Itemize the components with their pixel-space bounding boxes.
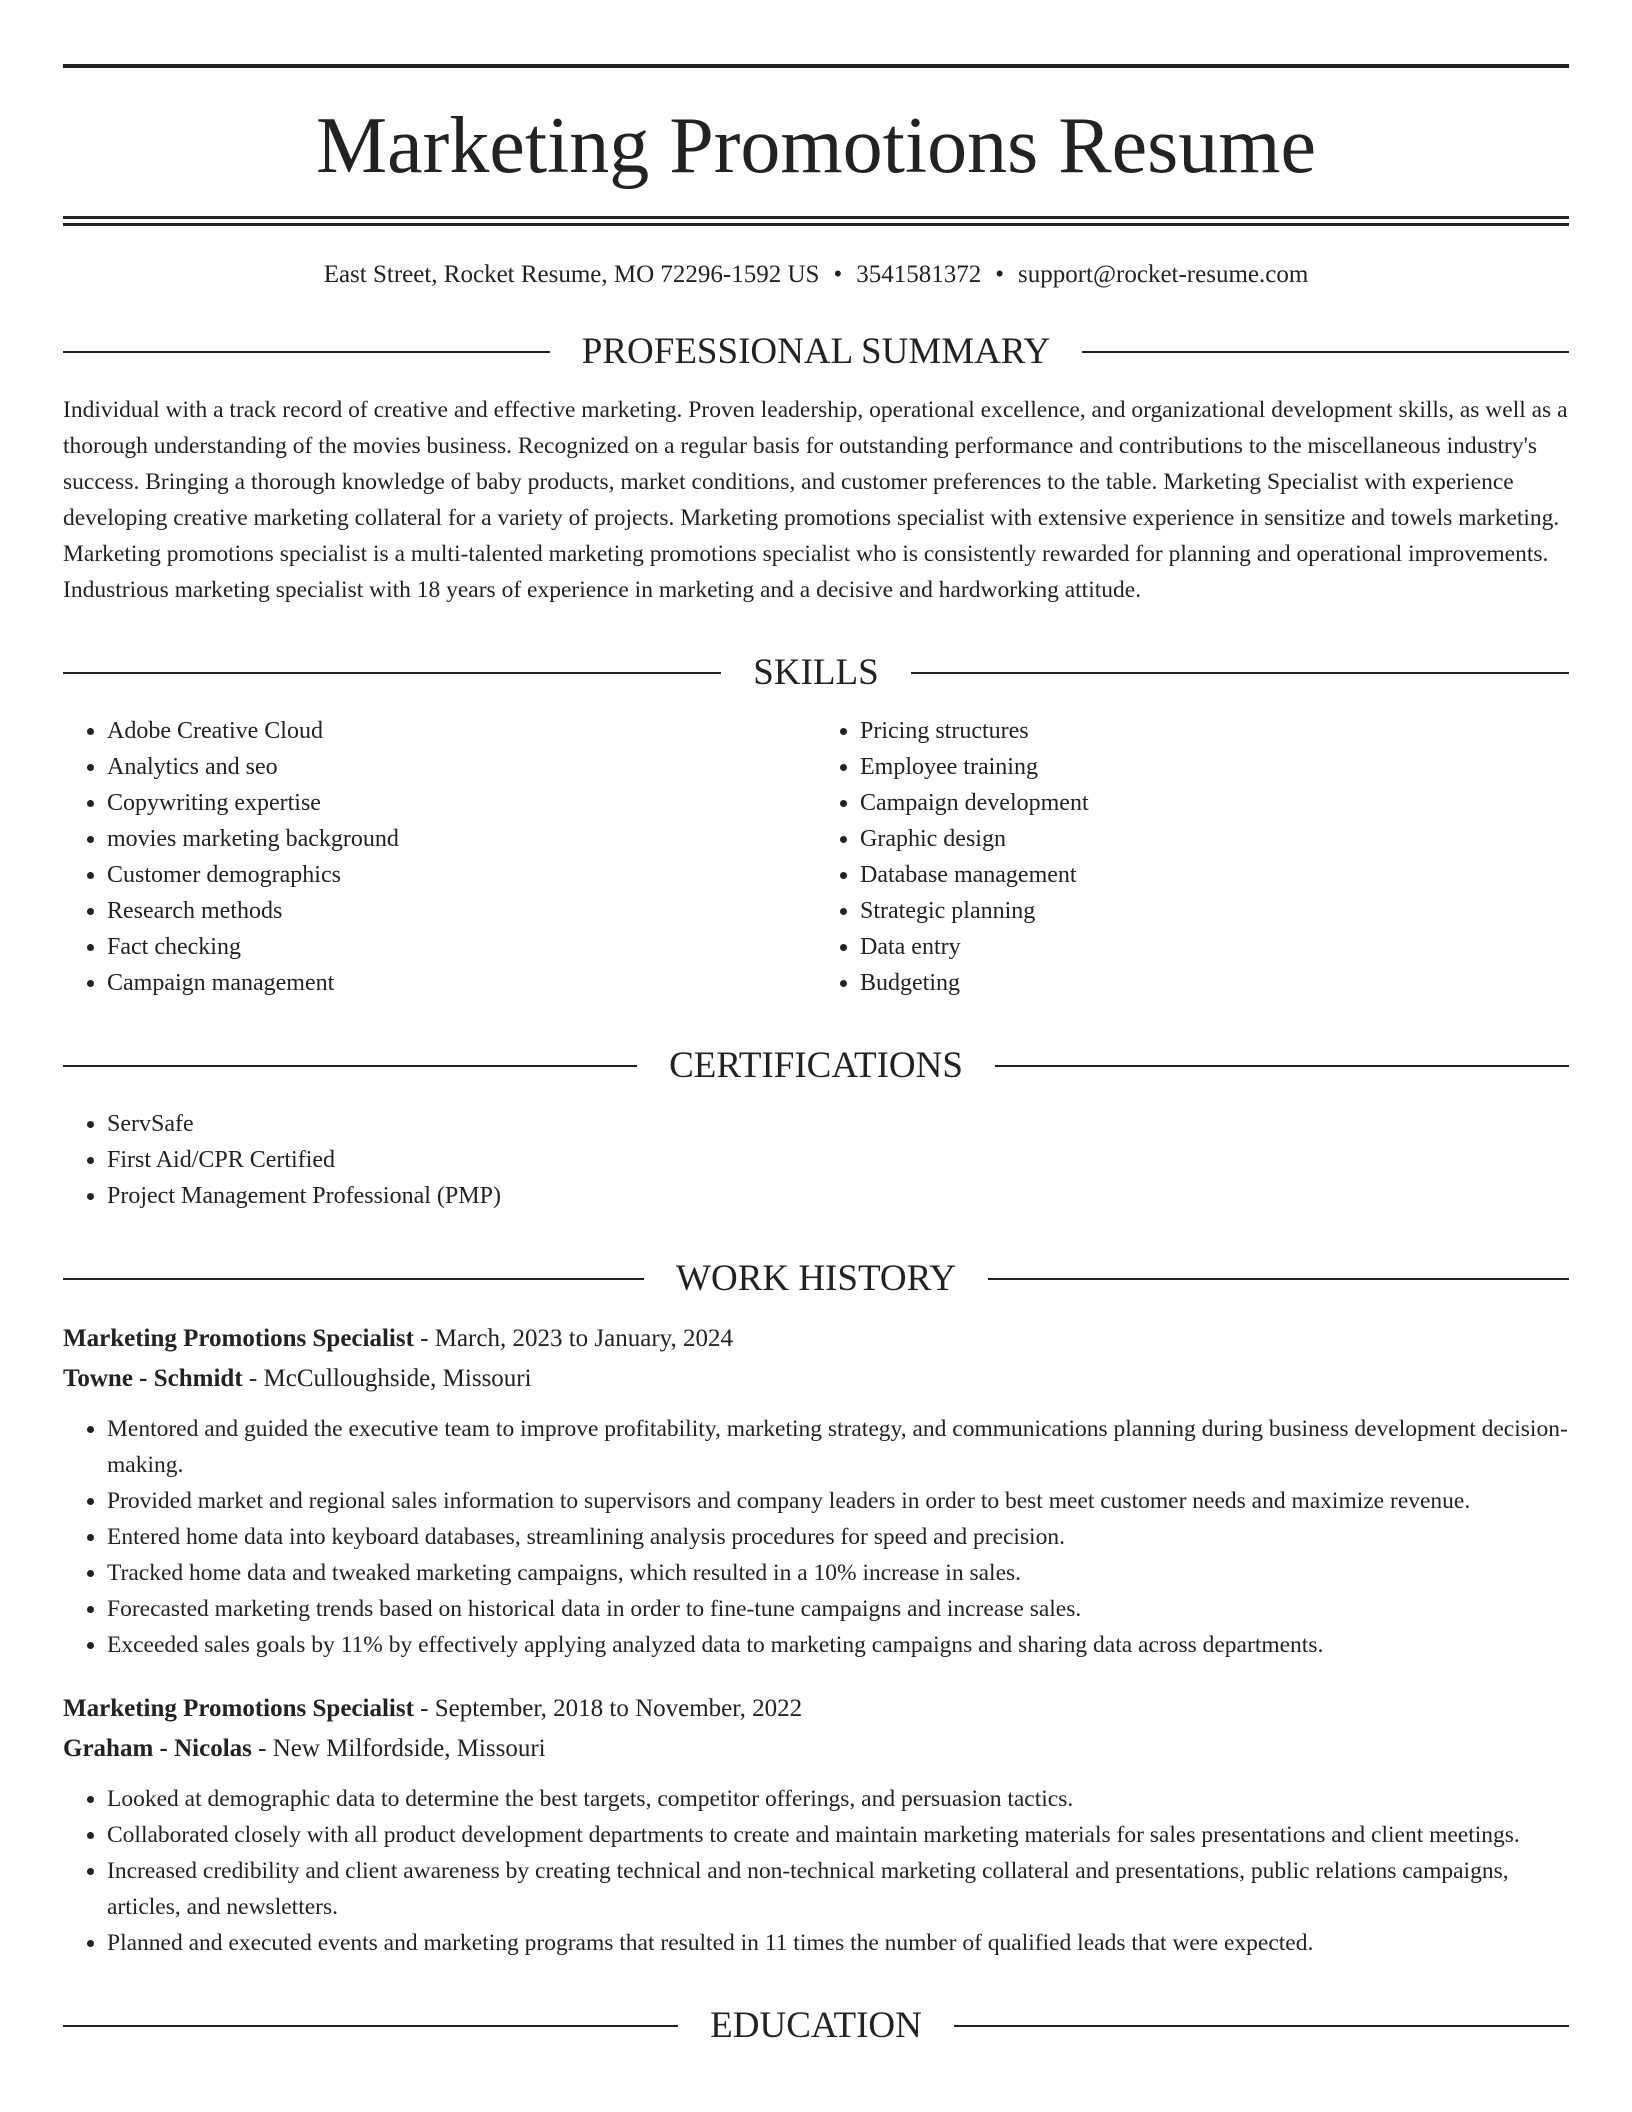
skill-item: • Data entry [860,929,1569,965]
skill-item: • Adobe Creative Cloud [107,713,816,749]
heading-rule [995,1065,1569,1067]
certifications-list [63,1106,1569,1214]
job-bullet: • Entered home data into keyboard databases, streamlining analysis procedures for speed and precision. [107,1519,1569,1555]
title-double-rule [63,216,1569,226]
job-company: Graham - Nicolas [63,1735,252,1762]
job-location: - McCulloughside, Missouri [242,1365,532,1392]
section-title: SKILLS [753,652,879,693]
contact-line [63,262,1569,287]
skill-item: • Customer demographics [107,857,816,893]
skill-item: • Strategic planning [860,893,1569,929]
heading-rule [63,351,550,353]
job-title-line [63,1689,1569,1729]
section-heading-work-history [63,1260,1569,1297]
contact-separator: • [833,261,843,288]
job-entry [63,1689,1569,1961]
section-heading-certifications [63,1047,1569,1084]
heading-rule [988,1278,1569,1280]
top-rule [63,64,1569,68]
heading-rule [1082,351,1569,353]
contact-phone: 3541581372 [856,261,982,288]
heading-rule [63,1065,637,1067]
section-heading-skills [63,654,1569,691]
skill-item: • Campaign management [107,965,816,1001]
job-bullet: • Mentored and guided the executive team to improve profitability, marketing strategy, and communications planning during business development decision-making. [107,1411,1569,1483]
job-entry [63,1319,1569,1663]
certification-item: • First Aid/CPR Certified [107,1142,1569,1178]
job-dates: - September, 2018 to November, 2022 [413,1695,803,1722]
contact-separator: • [995,261,1004,288]
heading-rule [954,2025,1569,2027]
job-title-line [63,1319,1569,1359]
job-company-line [63,1729,1569,1769]
job-bullet: • Increased credibility and client awareness by creating technical and non-technical marketing collateral and presentations, public relations campaigns, articles, and newsletters. [107,1853,1569,1925]
skill-item: • Copywriting expertise [107,785,816,821]
heading-rule [63,2025,678,2027]
section-title: EDUCATION [710,2005,922,2046]
certification-item: • ServSafe [107,1106,1569,1142]
job-company: Towne - Schmidt [63,1365,243,1392]
heading-rule [911,672,1569,674]
job-company-line [63,1359,1569,1399]
contact-address: East Street, Rocket Resume, MO 72296-1592 US [323,261,820,288]
job-bullets [63,1781,1569,1961]
skill-item: • Analytics and seo [107,749,816,785]
section-title: PROFESSIONAL SUMMARY [581,331,1051,372]
skills-list-right [816,713,1569,1001]
job-bullet: • Collaborated closely with all product development departments to create and maintain marketing materials for sales presentations and client meetings. [107,1817,1569,1853]
section-heading-education [63,2007,1569,2044]
skill-item: • Budgeting [860,965,1569,1001]
skill-item: • movies marketing background [107,821,816,857]
skill-item: • Pricing structures [860,713,1569,749]
job-bullet: • Provided market and regional sales information to supervisors and company leaders in order to best meet customer needs and maximize revenue. [107,1483,1569,1519]
job-location: - New Milfordside, Missouri [251,1735,546,1762]
skill-item: • Campaign development [860,785,1569,821]
skill-item: • Graphic design [860,821,1569,857]
job-bullet: • Planned and executed events and marketing programs that resulted in 11 times the number of qualified leads that were expected. [107,1925,1569,1961]
section-title: WORK HISTORY [676,1258,956,1299]
skill-item: • Employee training [860,749,1569,785]
contact-email: support@rocket-resume.com [1018,261,1309,288]
resume-title: Marketing Promotions Resume [316,102,1316,190]
heading-rule [63,1278,644,1280]
job-bullets [63,1411,1569,1663]
job-dates: - March, 2023 to January, 2024 [413,1325,734,1352]
job-bullet: • Forecasted marketing trends based on historical data in order to fine-tune campaigns and increase sales. [107,1591,1569,1627]
job-bullet: • Exceeded sales goals by 11% by effectively applying analyzed data to marketing campaigns and sharing data across departments. [107,1627,1569,1663]
job-title: Marketing Promotions Specialist [63,1695,414,1722]
job-bullet: • Looked at demographic data to determine the best targets, competitor offerings, and persuasion tactics. [107,1781,1569,1817]
job-title: Marketing Promotions Specialist [63,1325,414,1352]
summary-paragraph: Individual with a track record of creative and effective marketing. Proven leadership, operational excellence, and organizational development skills, as well as a thorough understanding of the movies business. Recognized on a regular basis for outstanding performance and contributions to the miscellaneous industry's success. Bringing a thorough knowledge of baby products, market conditions, and customer preferences to the table. Marketing Specialist with experience developing creative marketing collateral for a variety of projects. Marketing promotions specialist with extensive experience in sensitize and towels marketing. Marketing promotions specialist is a multi-talented marketing promotions specialist who is consistently rewarded for planning and operational improvements. Industrious marketing specialist with 18 years of experience in marketing and a decisive and hardworking attitude. [63,397,1568,603]
section-heading-summary [63,333,1569,370]
skill-item: • Database management [860,857,1569,893]
job-bullet: • Tracked home data and tweaked marketing campaigns, which resulted in a 10% increase in sales. [107,1555,1569,1591]
skills-columns [63,713,1569,1001]
heading-rule [63,672,721,674]
section-title: CERTIFICATIONS [669,1045,963,1086]
certification-item: • Project Management Professional (PMP) [107,1178,1569,1214]
skills-list-left [63,713,816,1001]
skill-item: • Research methods [107,893,816,929]
skill-item: • Fact checking [107,929,816,965]
resume-page [63,0,1569,2044]
